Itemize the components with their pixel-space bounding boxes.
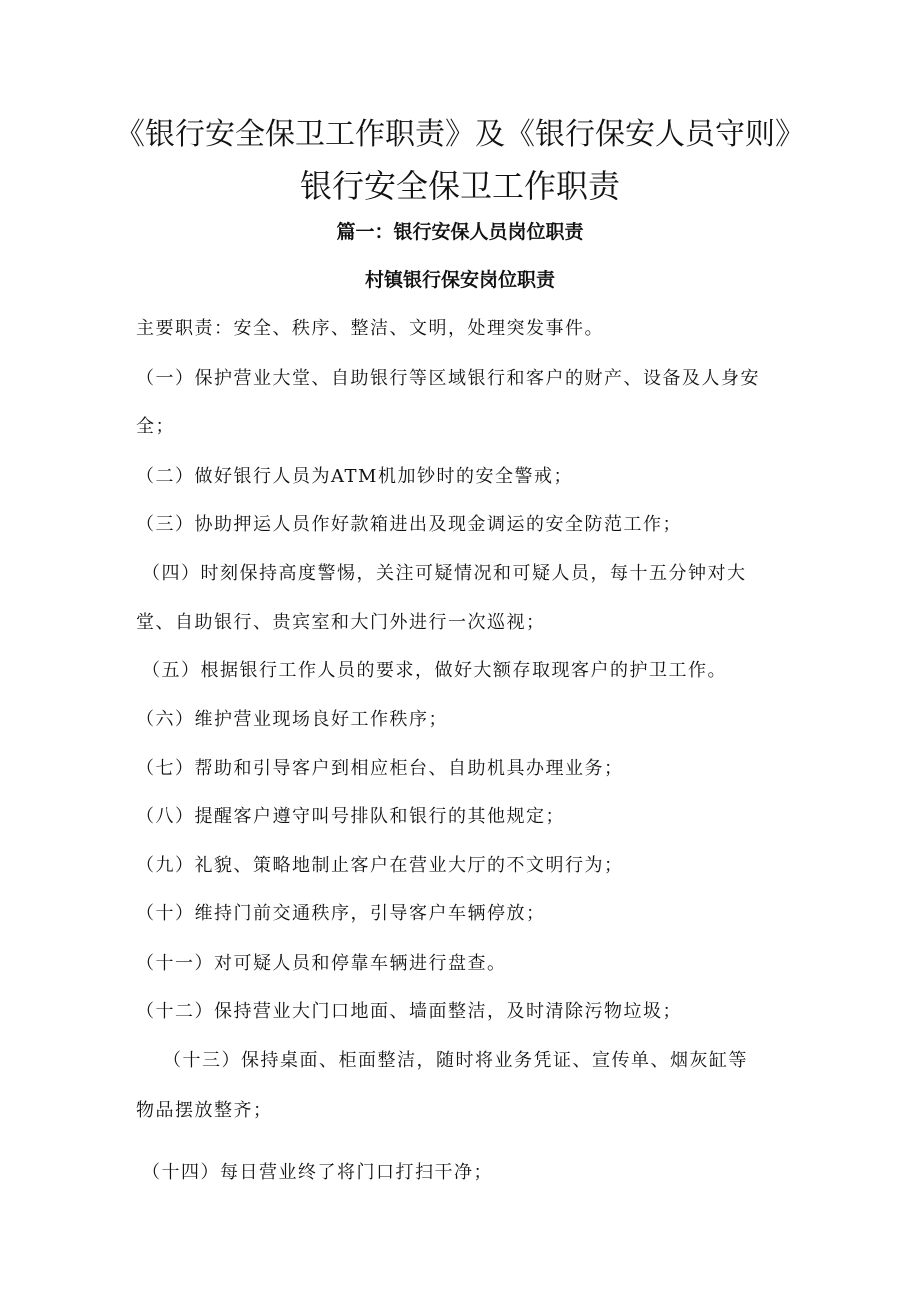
document-title: 《银行安全保卫工作职责》及《银行保安人员守则》 xyxy=(115,117,805,152)
paragraph-line: （十一）对可疑人员和停靠车辆进行盘查。 xyxy=(136,953,507,974)
paragraph-line: （九）礼貌、策略地制止客户在营业大厅的不文明行为； xyxy=(136,855,624,876)
paragraph-line: 全； xyxy=(136,416,175,437)
paragraph-line: （三）协助押运人员作好款箱进出及现金调运的安全防范工作； xyxy=(136,514,682,535)
paragraph-line: 物品摆放整齐； xyxy=(136,1100,273,1121)
paragraph-line: （二）做好银行人员为ATM机加钞时的安全警戒； xyxy=(136,466,573,487)
paragraph-line: （七）帮助和引导客户到相应柜台、自助机具办理业务； xyxy=(136,758,624,779)
paragraph-line: （六）维护营业现场良好工作秩序； xyxy=(136,709,448,730)
paragraph-line: （四）时刻保持高度警惕，关注可疑情况和可疑人员，每十五分钟对大 xyxy=(142,563,747,584)
paragraph-line: （一）保护营业大堂、自助银行等区域银行和客户的财产、设备及人身安 xyxy=(136,368,760,389)
section-heading: 篇一：银行安保人员岗位职责 xyxy=(336,221,584,243)
paragraph-line: （十）维持门前交通秩序，引导客户车辆停放； xyxy=(136,903,546,924)
paragraph-line: （八）提醒客户遵守叫号排队和银行的其他规定； xyxy=(136,806,565,827)
paragraph-line: （十三）保持桌面、柜面整洁，随时将业务凭证、宣传单、烟灰缸等 xyxy=(163,1050,748,1071)
paragraph-line: （五）根据银行工作人员的要求，做好大额存取现客户的护卫工作。 xyxy=(142,660,727,681)
paragraph-line: 主要职责：安全、秩序、整洁、文明，处理突发事件。 xyxy=(136,318,604,339)
paragraph-line: 堂、自助银行、贵宾室和大门外进行一次巡视； xyxy=(136,612,546,633)
paragraph-line: （十四）每日营业终了将门口打扫干净； xyxy=(142,1162,493,1183)
subsection-heading: 村镇银行保安岗位职责 xyxy=(364,269,555,291)
document-subtitle: 银行安全保卫工作职责 xyxy=(299,167,620,205)
paragraph-line: （十二）保持营业大门口地面、墙面整洁，及时清除污物垃圾； xyxy=(136,1001,682,1022)
